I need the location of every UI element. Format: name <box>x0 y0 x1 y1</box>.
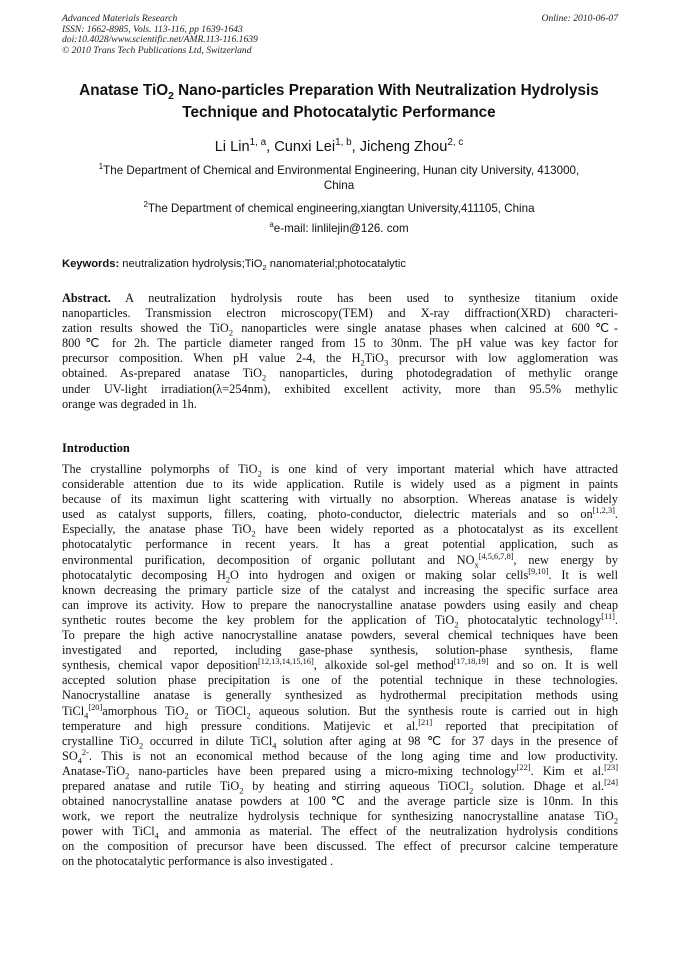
journal-issn: ISSN: 1662-8985, Vols. 113-116, pp 1639-1643 <box>62 23 243 35</box>
intro-line: environmental purification, decomposition of organic pollutant and $NO_x[4,5,6,7,8]$, new energy by <box>62 552 618 568</box>
intro-line: Nanocrystalline anatase is generally synthesized as hydrothermal precipitation methods using <box>62 688 618 703</box>
abstract-line: under UV-light irradiation(λ=254nm), exhibited excellent activity, more than 95.5% methylic <box>62 381 618 396</box>
abstract-line: orange was degraded in 1h. <box>62 396 197 411</box>
intro-line: The crystalline polymorphs of TiO$_2$ is one kind of very important material which have attracted <box>62 462 618 478</box>
intro-line: photocatalytic decomposing $H_2O$ into hydrogen and oxigen or making solar cells[9,10]. It is well <box>62 567 618 583</box>
citation: [20] <box>88 703 103 712</box>
citation: [12,13,14,15,16] <box>258 658 314 667</box>
abstract <box>62 291 618 412</box>
intro-line: can improve its activity. How to prepare the nanocrystalline anatase powders using easily and cheap <box>62 597 618 612</box>
citation: [4,5,6,7,8] <box>478 552 514 561</box>
journal-header <box>62 14 618 56</box>
intro-line: synthesis, chemical vapor deposition[12,13,14,15,16], alkoxide sol-gel method[17,18,19] and so on. It is well <box>62 658 618 673</box>
intro-line: To prepare the high active nanocrystalline anatase powders, several chemical techniques have been <box>62 628 618 643</box>
abstract-line: zation results showed the TiO$_2$ nanoparticles were single anatase phases when calcined at 600℃- <box>62 321 618 337</box>
online-date: Online: 2010-06-07 <box>541 13 618 24</box>
keywords: Keywords: neutralization hydrolysis;TiO$_2$ nanomaterial;photocatalytic <box>62 258 406 273</box>
title-line-1: Anatase TiO$_2$ Nano-particles Preparation With Neutralization Hydrolysis <box>79 82 599 103</box>
keywords-label: Keywords: <box>62 258 120 270</box>
abstract-line: precursor composition. When pH value 2-4, the $H_2TiO_3$ precursor with low agglomeration was <box>62 351 618 367</box>
author-2: Cunxi Lei <box>274 139 336 155</box>
intro-line: known decreasing the primary particle size of the catalyst and increasing the specific surface area <box>62 582 618 597</box>
intro-line: Especially, the anatase phase TiO$_2$ have been widely reported as a photocatalyst as its excellent <box>62 522 618 538</box>
citation: [9,10] <box>528 567 549 576</box>
abstract-line: Abstract. A neutralization hydrolysis route has been used to synthesize titanium oxide <box>62 291 618 305</box>
intro-line: work, we report the neutralize hydrolysis technique for synthesizing nanocrystalline anatase TiO$_2$ <box>62 809 618 825</box>
title-line-2: Technique and Photocatalytic Performance <box>182 104 496 121</box>
intro-line: prepared anatase and rutile TiO$_2$ by heating and stirring aqueous TiOCl$_2$ solution. Dhage et al.[24] <box>62 778 618 795</box>
citation: [1,2,3] <box>592 507 615 516</box>
affiliation-1: $^1$The Department of Chemical and Environmental Engineering, Hunan city University, 413000, China <box>98 162 580 192</box>
citation: [24] <box>604 778 618 787</box>
intro-line: power with TiCl$_4$ and ammonia as material. The effect of the neutralization hydrolysis conditions <box>62 824 618 840</box>
intro-line: $SO_4^{2-}$. This is not an economical method because of the long aging time and low productivity. <box>62 748 618 764</box>
abstract-line: nanoparticles. Transmission electron microscopy(TEM) and X-ray diffraction(XRD) characteri- <box>62 306 618 321</box>
introduction-body <box>62 462 618 870</box>
paper-title <box>40 80 638 124</box>
journal-copyright: © 2010 Trans Tech Publications Ltd, Switzerland <box>62 44 252 56</box>
journal-doi[interactable]: doi:10.4028/www.scientific.net/AMR.113-116.1639 <box>62 34 258 46</box>
intro-line: obtained nanocrystalline anatase powders at 100℃ and the average particle size is 10nm. In this <box>62 794 618 809</box>
intro-line: on the composition of precursor have been discussed. The effect of precursor calcine temperature <box>62 839 618 854</box>
journal-name: Advanced Materials Research <box>62 13 178 24</box>
intro-line: used as catalyst supports, fillers, coating, photo-conductor, dielectric materials and so on[1,2,3]. <box>62 507 618 522</box>
citation: [21] <box>418 718 433 727</box>
intro-line: considerable attention due to its wide application. Rutile is widely used as a pigment in paints <box>62 477 618 492</box>
section-heading-introduction: Introduction <box>62 441 130 455</box>
intro-line: Anatase-TiO$_2$ nano-particles have been prepared using a micro-mixing technology[22]. Kim et al.[23] <box>62 763 618 779</box>
citation: [23] <box>604 763 618 772</box>
citation: [11] <box>601 612 615 621</box>
abstract-label: Abstract. <box>62 291 111 305</box>
citation: [17,18,19] <box>453 658 489 667</box>
intro-line: accepted solution phase precipitation is one of the potential technique in these technologies. <box>62 673 618 688</box>
intro-line: crystalline TiO$_2$ occurred in dilute TiCl$_4$ solution after aging at 98 ℃ for 37 days in the presence of <box>62 733 618 749</box>
author-list: Li Lin$^{1, a}$, Cunxi Lei$^{1, b}$, Jicheng Zhou$^{2, c}$ <box>214 137 464 155</box>
citation: [22] <box>516 763 531 772</box>
affiliation-2: $^2$The Department of chemical engineering,xiangtan University,411105, China <box>143 200 535 215</box>
abstract-line: 800℃ for 2h. The particle diameter ranged from 15 to 30nm. The pH value was key factor for <box>62 336 618 351</box>
intro-line: on the photocatalytic performance is also investigated . <box>62 854 334 869</box>
intro-line: investigated and reported, including gase-phase synthesis, solution-phase synthesis, flame <box>62 643 618 658</box>
abstract-line: obtained. As-prepared anatase TiO$_2$ nanoparticles, during photodegradation of methylic orange <box>62 366 618 382</box>
intro-line: temperature and high pressure conditions. Matijevic et al.[21] reported that precipitation of <box>62 718 618 733</box>
author-email[interactable]: $^a$e-mail: linlilejin@126. com <box>269 220 409 235</box>
intro-line: because of its maximun light scattering with virtually no absorption. Whereas anatase is widely <box>62 492 618 507</box>
author-1: Li Lin <box>214 139 250 155</box>
author-3: Jicheng Zhou <box>359 139 448 155</box>
intro-line: photocatalytic performance in recent years. It has a great potential application, such as <box>62 537 618 552</box>
intro-line: synthetic routes become the key problem for the application of TiO$_2$ photocatalytic technology[11]. <box>62 612 618 629</box>
intro-line: TiCl$_4$[20]amorphous TiO$_2$ or TiOCl$_2$ aqueous solution. But the synthesis route is carried out in high <box>62 703 618 719</box>
